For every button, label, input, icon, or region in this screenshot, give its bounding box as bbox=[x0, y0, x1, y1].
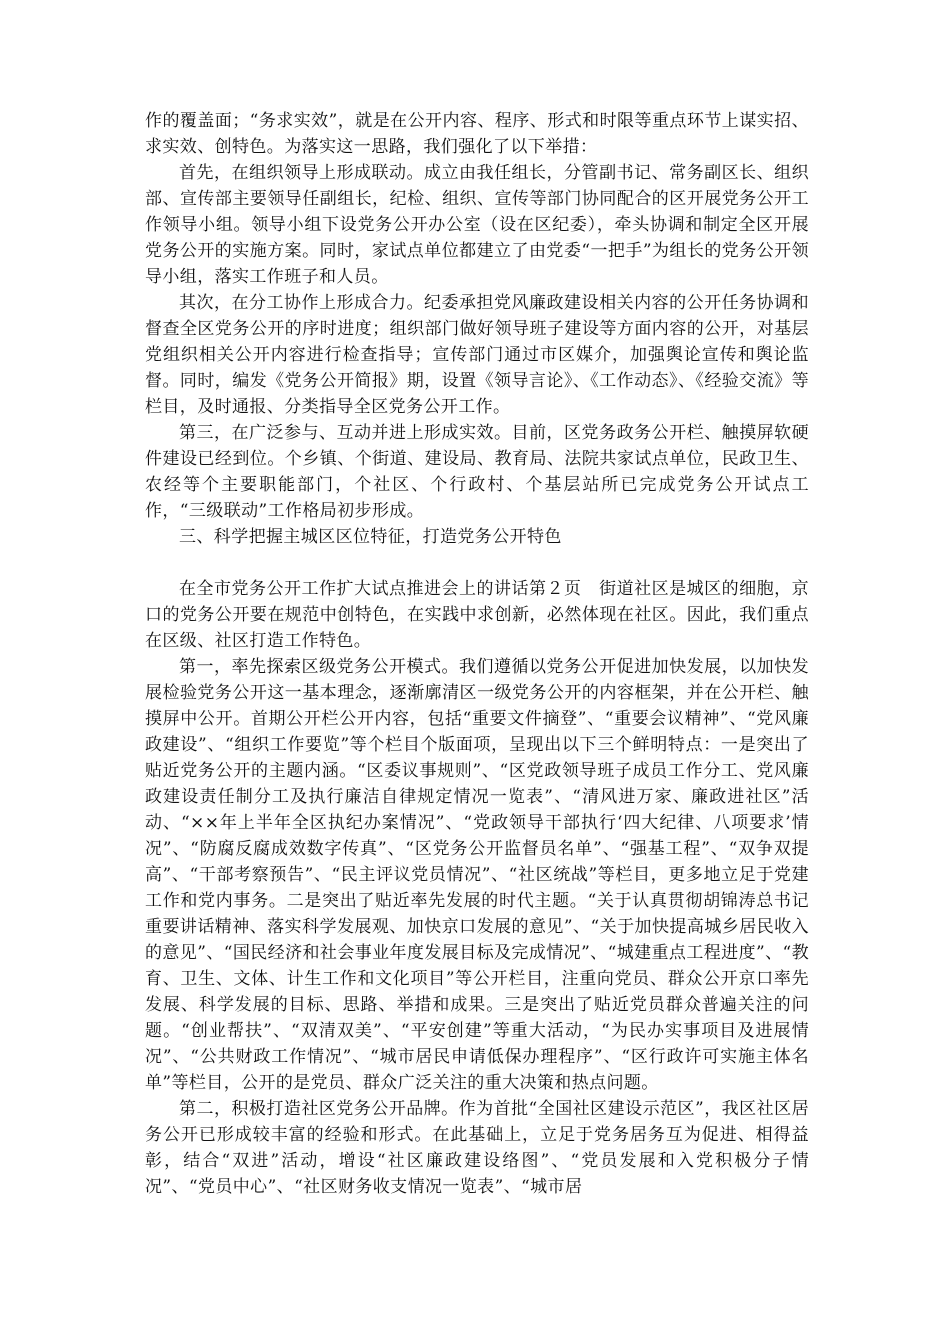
body-paragraph: 其次，在分工协作上形成合力。纪委承担党风廉政建设相关内容的公开任务协调和督查全区党务公开的序时进度；组织部门做好领导班子建设等方面内容的公开，对基层党组织相关公开内容进行检查指导；宣传部门通过市区媒介，加强舆论宣传和舆论监督。同时，编发《党务公开简报》期，设置《领导言论》、《工作动态》、《经验交流》等栏目，及时通报、分类指导全区党务公开工作。 bbox=[145, 293, 809, 417]
body-paragraph: 作的覆盖面；“务求实效”，就是在公开内容、程序、形式和时限等重点环节上谋实招、求实效、创特色。为落实这一思路，我们强化了以下举措： bbox=[145, 111, 809, 157]
body-paragraph: 首先，在组织领导上形成联动。成立由我任组长，分管副书记、常务副区长、组织部、宣传部主要领导任副组长，纪检、组织、宣传等部门协同配合的区开展党务公开工作领导小组。领导小组下设党务公开办公室（设在区纪委），牵头协调和制定全区开展党务公开的实施方案。同时，家试点单位都建立了由党委“一把手”为组长的党务公开领导小组，落实工作班子和人员。 bbox=[145, 163, 809, 287]
body-paragraph: 第三，在广泛参与、互动并进上形成实效。目前，区党务政务公开栏、触摸屏软硬件建设已经到位。个乡镇、个街道、建设局、教育局、法院共家试点单位，民政卫生、农经等个主要职能部门，个社区、个行政村、个基层站所已完成党务公开试点工作，“三级联动”工作格局初步形成。 bbox=[145, 423, 809, 521]
paragraph-gap bbox=[145, 550, 809, 576]
body-paragraph: 三、科学把握主城区区位特征，打造党务公开特色 bbox=[179, 527, 562, 547]
body-paragraph: 第一，率先探索区级党务公开模式。我们遵循以党务公开促进加快发展，以加快发展检验党务公开这一基本理念，逐渐廓清区一级党务公开的内容框架，并在公开栏、触摸屏中公开。首期公开栏公开内容，包括“重要文件摘登”、“重要会议精神”、“党风廉政建设”、“组织工作要览”等个栏目个版面项，呈现出以下三个鲜明特点：一是突出了贴近党务公开的主题内涵。“区委议事规则”、“区党政领导班子成员工作分工、党风廉政建设责任制分工及执行廉洁自律规定情况一览表”、“清风进万家、廉政进社区”活动、“××年上半年全区执纪办案情况”、“党政领导干部执行‘四大纪律、八项要求’情况”、“防腐反腐成效数字传真”、“区党务公开监督员名单”、“强基工程”、“双争双提高”、“干部考察预告”、“民主评议党员情况”、“社区统战”等栏目，更多地立足于党建工作和党内事务。二是突出了贴近率先发展的时代主题。“关于认真贯彻胡锦涛总书记重要讲话精神、落实科学发展观、加快京口发展的意见”、“关于加快提高城乡居民收入的意见”、“国民经济和社会事业年度发展目标及完成情况”、“城建重点工程进度”、“教育、卫生、文体、计生工作和文化项目”等公开栏目，注重向党员、群众公开京口率先发展、科学发展的目标、思路、举措和成果。三是突出了贴近党员群众普遍关注的问题。“创业帮扶”、“双清双美”、“平安创建”等重大活动，“为民办实事项目及进展情况”、“公共财政工作情况”、“城市居民申请低保办理程序”、“区行政许可实施主体名单”等栏目，公开的是党员、群众广泛关注的重大决策和热点问题。 bbox=[145, 657, 809, 1093]
body-paragraph: 在全市党务公开工作扩大试点推进会上的讲话第２页 街道社区是城区的细胞，京口的党务公开要在规范中创特色，在实践中求创新，必然体现在社区。因此，我们重点在区级、社区打造工作特色。 bbox=[145, 579, 809, 651]
document-page bbox=[145, 108, 809, 1200]
body-paragraph: 第二，积极打造社区党务公开品牌。作为首批“全国社区建设示范区”，我区社区居务公开已形成较丰富的经验和形式。在此基础上，立足于党务居务互为促进、相得益彰，结合“双进”活动，增设“社区廉政建设络图”、“党员发展和入党积极分子情况”、“党员中心”、“社区财务收支情况一览表”、“城市居 bbox=[145, 1099, 809, 1197]
